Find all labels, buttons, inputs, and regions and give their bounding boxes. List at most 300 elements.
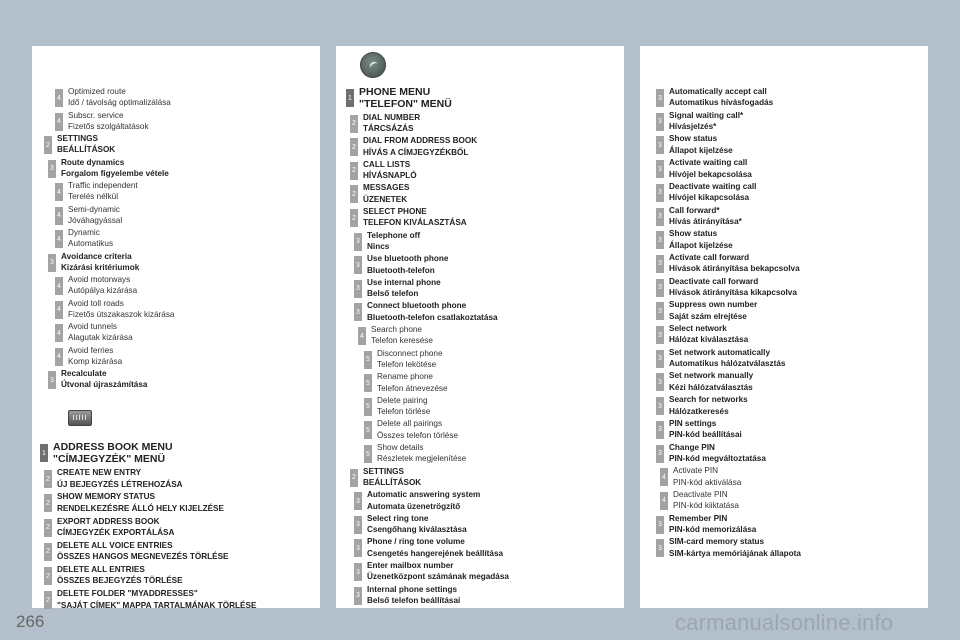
menu-entry	[656, 536, 801, 559]
level-badge: 3	[354, 587, 362, 605]
level-badge: 3	[656, 326, 664, 344]
entry-line: Select ring tone	[367, 513, 429, 523]
menu-entry	[55, 345, 122, 368]
entry-line: Recalculate	[61, 369, 107, 378]
entry-text	[669, 133, 733, 156]
entry-line: CREATE NEW ENTRY	[57, 468, 142, 478]
entry-line: Semi-dynamic	[68, 204, 120, 214]
entry-line: Autópálya kizárása	[68, 286, 138, 296]
entry-line: Set network manually	[669, 371, 754, 381]
entry-line: Dynamic	[68, 228, 100, 237]
level-badge: 1	[40, 444, 48, 462]
entry-line: Connect bluetooth phone	[367, 301, 467, 311]
level-badge: 4	[55, 301, 63, 319]
level-badge: 3	[354, 280, 362, 298]
level-badge: 4	[358, 327, 366, 345]
level-badge: 4	[55, 277, 63, 295]
menu-entry	[656, 252, 800, 275]
menu-entry	[44, 133, 115, 156]
entry-line: Üzenetközpont számának megadása	[367, 572, 509, 582]
entry-line: DIAL FROM ADDRESS BOOK	[363, 136, 478, 146]
entry-text	[669, 513, 756, 536]
level-badge: 3	[656, 255, 664, 273]
entry-line: DELETE FOLDER "MYADDRESSES"	[57, 589, 198, 599]
menu-entry	[656, 323, 748, 346]
entry-line: Change PIN	[669, 442, 715, 452]
level-badge: 3	[48, 160, 56, 178]
entry-line: Belső telefon	[367, 289, 419, 299]
device-icon	[68, 410, 92, 426]
level-badge: 3	[656, 516, 664, 534]
entry-line: Hívás átirányítása*	[669, 216, 742, 226]
menu-entry	[55, 204, 122, 227]
entry-line: PIN-kód memorizálása	[669, 525, 757, 534]
entry-text	[377, 395, 430, 418]
entry-line: MESSAGES	[363, 183, 410, 193]
level-badge: 3	[354, 492, 362, 510]
entry-line: Remember PIN	[669, 513, 728, 523]
entry-line: Rename phone	[377, 372, 433, 382]
entry-line: PIN settings	[669, 418, 717, 428]
entry-text	[57, 588, 256, 611]
level-badge: 3	[656, 113, 664, 131]
entry-line: SETTINGS	[57, 134, 98, 143]
menu-entry	[55, 274, 137, 297]
entry-text	[669, 370, 753, 393]
entry-line: Fizetős útszakaszok kizárása	[68, 309, 175, 319]
entry-text	[669, 276, 797, 299]
entry-text	[371, 324, 433, 347]
menu-entry	[55, 180, 138, 203]
entry-line: Alagutak kizárása	[68, 333, 133, 343]
entry-line: Automata üzenetrögzítő	[367, 501, 461, 511]
entry-line: Telefon keresése	[371, 336, 433, 346]
entry-line: Avoid tunnels	[68, 322, 118, 331]
menu-entry	[656, 133, 733, 156]
menu-entry	[55, 227, 113, 250]
entry-line: Bluetooth-telefon csatlakoztatása	[367, 312, 498, 322]
entry-line: Állapot kijelzése	[669, 145, 733, 155]
entry-text	[669, 347, 785, 370]
entry-line: SELECT PHONE	[363, 207, 427, 216]
entry-text	[377, 371, 448, 394]
level-badge: 4	[55, 348, 63, 366]
menu-entry	[55, 110, 149, 133]
menu-entry	[656, 228, 733, 251]
entry-text	[377, 442, 466, 465]
entry-line: DELETE ALL VOICE ENTRIES	[57, 540, 173, 550]
menu-entry	[354, 230, 420, 253]
menu-entry	[44, 516, 174, 539]
entry-line: CÍMJEGYZÉK EXPORTÁLÁSA	[57, 528, 175, 537]
entry-line: Hívójel bekapcsolása	[669, 169, 752, 179]
entry-text	[377, 348, 443, 371]
entry-line: PIN-kód aktiválása	[673, 477, 742, 487]
entry-line: SIM-card memory status	[669, 537, 765, 547]
entry-line: ÜZENETEK	[363, 194, 408, 204]
entry-line: Use bluetooth phone	[367, 254, 449, 264]
entry-text	[669, 299, 757, 322]
entry-line: DELETE ALL ENTRIES	[57, 565, 145, 574]
entry-text	[61, 157, 169, 180]
entry-line: Forgalom figyelembe vétele	[61, 168, 169, 178]
level-badge: 4	[55, 207, 63, 225]
menu-entry	[656, 86, 773, 109]
level-badge: 3	[656, 160, 664, 178]
entry-text	[673, 489, 739, 512]
menu-entry	[656, 110, 743, 133]
entry-line: Részletek megjelenítése	[377, 454, 467, 464]
entry-text	[669, 205, 742, 228]
entry-line: Terelés nélkül	[68, 192, 119, 202]
entry-line: "CÍMJEGYZÉK" MENÜ	[53, 453, 166, 465]
entry-line: RENDELKEZÉSRE ÁLLÓ HELY KIJELZÉSE	[57, 503, 224, 513]
menu-entry	[364, 442, 466, 465]
entry-text	[367, 277, 441, 300]
entry-line: Nincs	[367, 242, 390, 251]
menu-entry	[656, 370, 753, 393]
entry-text	[669, 110, 743, 133]
level-badge: 2	[350, 469, 358, 487]
menu-entry	[354, 277, 441, 300]
level-badge: 3	[656, 279, 664, 297]
level-badge: 4	[55, 324, 63, 342]
entry-line: SHOW MEMORY STATUS	[57, 492, 155, 502]
level-badge: 5	[364, 445, 372, 463]
entry-line: CALL LISTS	[363, 159, 411, 169]
entry-line: Automatikus hívásfogadás	[669, 98, 774, 108]
level-badge: 2	[44, 470, 52, 488]
entry-line: Állapot kijelzése	[669, 240, 733, 250]
entry-line: Activate PIN	[673, 466, 719, 476]
entry-line: Avoid toll roads	[68, 298, 124, 308]
entry-text	[367, 489, 480, 512]
menu-entry	[358, 324, 433, 347]
entry-line: Kézi hálózatválasztás	[669, 382, 753, 392]
entry-line: Avoidance criteria	[61, 251, 132, 261]
level-badge: 3	[656, 373, 664, 391]
entry-text	[68, 274, 137, 297]
menu-entry	[656, 276, 797, 299]
entry-line: BEÁLLÍTÁSOK	[363, 478, 422, 487]
entry-line: Fizetős szolgáltatások	[68, 121, 149, 131]
entry-text	[68, 86, 171, 109]
entry-text	[669, 418, 742, 441]
entry-text	[367, 300, 498, 323]
menu-entry	[364, 418, 458, 441]
entry-line: Avoid motorways	[68, 275, 131, 284]
level-badge: 2	[44, 591, 52, 609]
entry-text	[68, 110, 149, 133]
entry-line: Bluetooth-telefon	[367, 265, 435, 275]
entry-line: Saját szám elrejtése	[669, 311, 747, 321]
menu-entry	[44, 540, 229, 563]
level-badge: 5	[364, 351, 372, 369]
entry-line: Hívójel kikapcsolása	[669, 193, 750, 203]
entry-text	[61, 251, 139, 274]
entry-line: Internal phone settings	[367, 584, 458, 594]
entry-text	[57, 491, 224, 514]
entry-line: Avoid ferries	[68, 345, 114, 355]
entry-line: ÖSSZES HANGOS MEGNEVEZÉS TÖRLÉSE	[57, 552, 229, 562]
menu-entry	[48, 251, 139, 274]
level-badge: 4	[660, 468, 668, 486]
entry-text	[68, 298, 174, 321]
entry-text	[669, 442, 766, 465]
entry-text	[669, 323, 748, 346]
level-badge: 2	[44, 136, 52, 154]
entry-line: Activate call forward	[669, 252, 750, 262]
level-badge: 3	[656, 397, 664, 415]
entry-text	[68, 321, 133, 344]
phone-icon	[360, 52, 386, 78]
level-badge: 3	[656, 445, 664, 463]
entry-line: Enter mailbox number	[367, 561, 454, 570]
entry-line: Phone / ring tone volume	[367, 537, 465, 547]
entry-line: Automatically accept call	[669, 87, 767, 96]
entry-text	[377, 418, 458, 441]
menu-entry	[55, 298, 174, 321]
entry-line: Automatikus hálózatválasztás	[669, 359, 786, 369]
entry-line: PHONE MENU	[359, 86, 431, 98]
entry-line: Suppress own number	[669, 300, 758, 310]
entry-line: Set network automatically	[669, 347, 771, 357]
menu-entry	[354, 300, 498, 323]
entry-line: Automatic answering system	[367, 490, 481, 500]
menu-entry	[656, 181, 756, 204]
level-badge: 5	[364, 421, 372, 439]
entry-line: TÁRCSÁZÁS	[363, 124, 414, 133]
level-badge: 2	[350, 138, 358, 156]
menu-entry	[44, 491, 224, 514]
entry-text	[57, 540, 229, 563]
menu-entry	[660, 489, 739, 512]
entry-text	[363, 112, 420, 135]
menu-entry	[656, 205, 742, 228]
menu-entry	[55, 86, 171, 109]
entry-text	[363, 135, 477, 158]
entry-line: Útvonal újraszámítása	[61, 380, 148, 390]
entry-line: Use internal phone	[367, 277, 441, 287]
menu-entry	[350, 466, 421, 489]
menu-entry	[354, 513, 467, 536]
entry-line: Hálózat kiválasztása	[669, 335, 749, 345]
entry-line: PIN-kód beállításai	[669, 430, 742, 440]
entry-text	[363, 159, 417, 182]
level-badge: 2	[350, 162, 358, 180]
level-badge: 3	[354, 256, 362, 274]
menu-entry	[48, 368, 147, 391]
menu-entry	[354, 253, 448, 276]
menu-entry	[354, 489, 480, 512]
entry-text	[57, 516, 174, 539]
entry-line: Hívásjelzés*	[669, 122, 717, 132]
entry-text	[57, 467, 183, 490]
entry-line: ADDRESS BOOK MENU	[53, 441, 173, 453]
entry-line: Signal waiting call*	[669, 110, 744, 120]
entry-line: Show details	[377, 443, 424, 452]
entry-text	[367, 253, 448, 276]
entry-line: Delete pairing	[377, 395, 428, 405]
menu-entry	[354, 584, 460, 607]
level-badge: 4	[55, 113, 63, 131]
menu-entry	[354, 560, 509, 583]
level-badge: 3	[656, 539, 664, 557]
entry-line: Belső telefon beállításai	[367, 596, 461, 605]
menu-entry	[364, 395, 430, 418]
entry-text	[669, 157, 752, 180]
menu-entry	[656, 513, 756, 536]
level-badge: 3	[656, 350, 664, 368]
entry-line: DIAL NUMBER	[363, 112, 421, 122]
level-badge: 3	[656, 302, 664, 320]
menu-entry	[44, 467, 183, 490]
menu-entry	[354, 536, 503, 559]
menu-entry	[656, 442, 766, 465]
entry-line: Jóváhagyással	[68, 215, 123, 225]
entry-line: Show status	[669, 229, 718, 239]
entry-text	[367, 536, 503, 559]
entry-line: Telefon átnevezése	[377, 383, 448, 393]
entry-text	[669, 86, 773, 109]
level-badge: 3	[656, 231, 664, 249]
entry-text	[367, 584, 460, 607]
entry-line: BEÁLLÍTÁSOK	[57, 145, 116, 155]
entry-line: HÍVÁS A CÍMJEGYZÉKBŐL	[363, 147, 469, 157]
entry-line: Select network	[669, 324, 727, 333]
entry-line: Telefon törlése	[377, 407, 431, 417]
entry-line: "TELEFON" MENÜ	[359, 98, 452, 110]
menu-entry	[40, 441, 173, 465]
entry-line: Hívások átirányítása kikapcsolva	[669, 288, 797, 297]
menu-entry	[656, 299, 757, 322]
entry-line: Search for networks	[669, 395, 748, 405]
entry-line: "SAJÁT CÍMEK" MAPPA TARTALMÁNAK TÖRLÉSE	[57, 600, 257, 610]
menu-entry	[350, 206, 467, 229]
entry-text	[57, 564, 183, 587]
entry-text	[57, 133, 115, 156]
entry-text	[669, 536, 801, 559]
menu-entry	[350, 182, 409, 205]
entry-line: SIM-kártya memóriájának állapota	[669, 548, 801, 558]
entry-line: Optimized route	[68, 87, 126, 96]
level-badge: 3	[354, 233, 362, 251]
level-badge: 3	[48, 254, 56, 272]
level-badge: 2	[44, 543, 52, 561]
level-badge: 3	[656, 136, 664, 154]
level-badge: 2	[350, 209, 358, 227]
entry-line: Telefon lekötése	[377, 360, 437, 369]
menu-entry	[656, 394, 748, 417]
entry-line: Subscr. service	[68, 110, 124, 120]
page-number: 266	[16, 612, 45, 631]
entry-line: Search phone	[371, 325, 422, 334]
menu-entry	[44, 564, 183, 587]
entry-line: Kizárási kritériumok	[61, 262, 140, 272]
entry-text	[68, 345, 122, 368]
entry-text	[367, 560, 509, 583]
entry-line: PIN-kód kiiktatása	[673, 501, 739, 511]
menu-entry	[346, 86, 452, 110]
entry-text	[363, 182, 409, 205]
entry-text	[68, 227, 113, 250]
level-badge: 5	[364, 398, 372, 416]
level-badge: 3	[656, 184, 664, 202]
level-badge: 3	[656, 89, 664, 107]
level-badge: 4	[55, 230, 63, 248]
menu-entry	[364, 371, 448, 394]
entry-line: Deactivate call forward	[669, 276, 759, 286]
menu-entry	[48, 157, 169, 180]
menu-entry	[350, 112, 420, 135]
entry-line: Hívások átirányítása bekapcsolva	[669, 264, 800, 274]
entry-line: Csengőhang kiválasztása	[367, 525, 467, 535]
entry-line: Csengetés hangerejének beállítása	[367, 548, 504, 558]
level-badge: 3	[48, 371, 56, 389]
entry-text	[669, 394, 748, 417]
entry-line: Hálózatkeresés	[669, 406, 729, 416]
level-badge: 3	[656, 421, 664, 439]
entry-line: HÍVÁSNAPLÓ	[363, 171, 417, 181]
menu-entry	[350, 159, 417, 182]
entry-line: ÖSSZES BEJEGYZÉS TÖRLÉSE	[57, 576, 183, 586]
entry-line: Delete all pairings	[377, 419, 443, 429]
level-badge: 1	[346, 89, 354, 107]
menu-entry	[656, 418, 742, 441]
level-badge: 4	[660, 492, 668, 510]
level-badge: 4	[55, 89, 63, 107]
level-badge: 3	[354, 563, 362, 581]
entry-text	[669, 228, 733, 251]
level-badge: 2	[350, 185, 358, 203]
level-badge: 5	[364, 374, 372, 392]
entry-line: SETTINGS	[363, 466, 404, 476]
level-badge: 3	[354, 516, 362, 534]
entry-line: EXPORT ADDRESS BOOK	[57, 516, 160, 526]
entry-line: TELEFON KIVÁLASZTÁSA	[363, 218, 467, 228]
entry-text	[363, 466, 421, 489]
entry-text	[669, 252, 800, 275]
menu-entry	[44, 588, 256, 611]
entry-line: Idő / távolság optimalizálása	[68, 98, 171, 108]
level-badge: 3	[656, 208, 664, 226]
level-badge: 3	[354, 303, 362, 321]
entry-text	[367, 513, 467, 536]
level-badge: 4	[55, 183, 63, 201]
menu-entry	[55, 321, 133, 344]
entry-line: Call forward*	[669, 205, 720, 215]
menu-entry	[656, 157, 752, 180]
menu-entry	[656, 347, 785, 370]
entry-line: Deactivate waiting call	[669, 181, 757, 191]
entry-line: Deactivate PIN	[673, 489, 728, 499]
entry-text	[363, 206, 467, 229]
entry-line: ÚJ BEJEGYZÉS LÉTREHOZÁSA	[57, 479, 183, 489]
level-badge: 2	[44, 567, 52, 585]
entry-line: PIN-kód megváltoztatása	[669, 453, 766, 463]
entry-line: Show status	[669, 134, 718, 144]
entry-text	[53, 441, 173, 465]
entry-text	[673, 465, 741, 488]
entry-line: Telephone off	[367, 230, 421, 240]
entry-text	[359, 86, 452, 110]
entry-text	[669, 181, 756, 204]
menu-entry	[660, 465, 741, 488]
entry-line: Route dynamics	[61, 157, 125, 167]
entry-line: Automatikus	[68, 239, 114, 249]
level-badge: 2	[350, 115, 358, 133]
entry-line: Komp kizárása	[68, 356, 123, 366]
